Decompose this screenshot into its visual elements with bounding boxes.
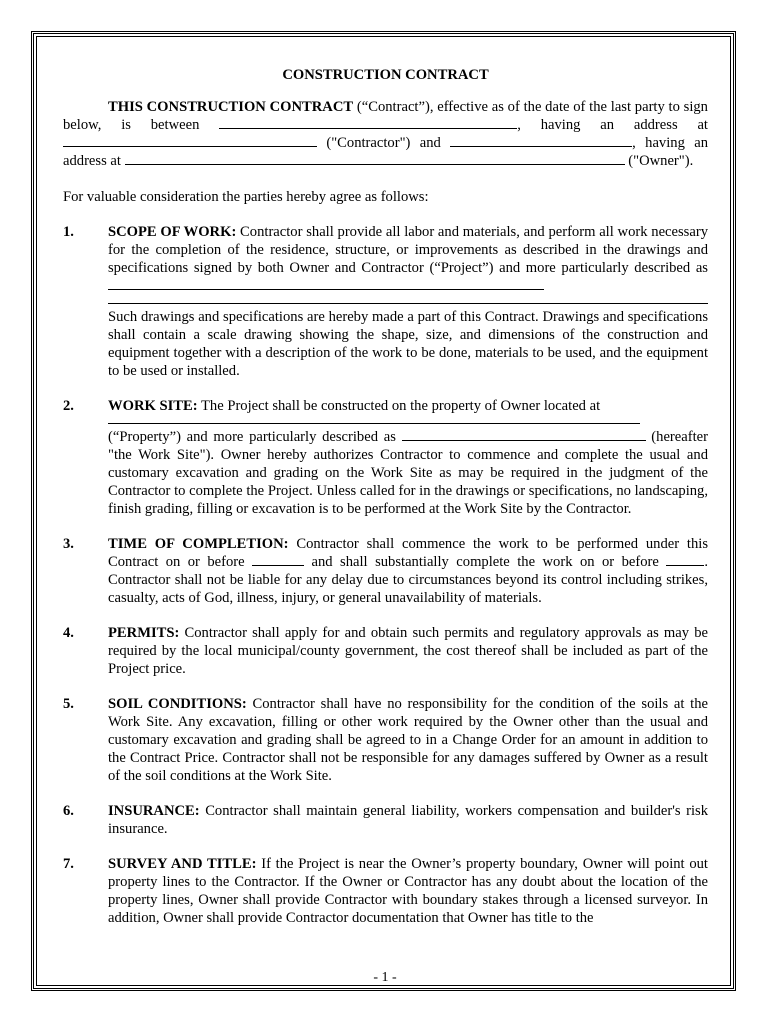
consideration-text: For valuable consideration the parties hereby agree as follows: [63,189,429,205]
project-description-blank[interactable] [108,277,544,290]
section-soil-conditions: 5. SOIL CONDITIONS: Contractor shall have no responsibility for the condition of the soils at the Work Site. Any excavation, filling or other work required by the Owner other than the usual and customary excavation and grading shall be agreed to in a Change Order for an amount in addition to the Contract Price. Contractor shall not be responsible for any damages suffered by Owner as a result of the soil conditions at the Work Site. [63,696,708,784]
document-title: CONSTRUCTION CONTRACT [282,67,489,83]
section-work-site: 2. WORK SITE: The Project shall be constructed on the property of Owner located at (“Property”) and more particularly described as (hereafter "the Work Site"). Owner hereby authorizes Contractor to commence and complete the usual and customary excavation and grading on the Work Site as may be required in the judgment of the Contractor to complete the Project. Unless called for in the drawings or specifications, no landscaping, finish grading, filling or excavation is to be performed at the Work Site by the Contractor. [63,398,708,517]
property-location-blank[interactable] [108,415,640,424]
document-page [63,63,708,927]
property-description-blank[interactable] [402,428,646,441]
section-scope-of-work: 1. SCOPE OF WORK: Contractor shall provide all labor and materials, and perform all work necessary for the completion of the residence, structure, or improvements as described in the drawings and specifications signed by both Owner and Contractor (“Project”) and more particularly described as Such drawings and specifications are hereby made a part of this Contract. Drawings and specifications shall contain a scale drawing showing the shape, size, and dimensions of the construction and equipment together with a description of the work to be done, materials to be used, and the equipment to be used or installed. [63,224,708,379]
section-permits: 4. PERMITS: Contractor shall apply for and obtain such permits and regulatory approvals as may be required by the local municipal/county government, the cost thereof shall be included as part of the Project price. [63,625,708,677]
contractor-name-blank[interactable] [219,116,517,129]
intro-paragraph: THIS CONSTRUCTION CONTRACT (“Contract”), effective as of the date of the last party to sign below, is between , having an address at ("Contractor") and , having an address at ("Owner"). [63,99,708,169]
intro-lead: THIS CONSTRUCTION CONTRACT [108,99,354,115]
section-survey-and-title: 7. SURVEY AND TITLE: If the Project is near the Owner’s property boundary, Owner will point out property lines to the Contractor. If the Owner or Contractor has any doubt about the location of the property lines, Owner shall provide Contractor with boundary stakes through a licensed surveyor. In addition, Owner shall provide Contractor documentation that Owner has title to the [63,856,708,926]
completion-date-blank[interactable] [666,553,704,566]
commence-date-blank[interactable] [252,553,304,566]
owner-name-blank[interactable] [450,134,632,147]
project-description-line-2[interactable] [108,295,708,304]
contractor-address-blank[interactable] [63,134,317,147]
section-insurance: 6. INSURANCE: Contractor shall maintain general liability, workers compensation and builder's risk insurance. [63,803,708,837]
section-time-of-completion: 3. TIME OF COMPLETION: Contractor shall commence the work to be performed under this Contract on or before and shall substantially complete the work on or before . Contractor shall not be liable for any delay due to circumstances beyond its control including strikes, casualty, acts of God, illness, injury, or general unavailability of materials. [63,536,708,606]
page-number: - 1 - [373,970,397,985]
owner-address-blank[interactable] [125,152,625,165]
